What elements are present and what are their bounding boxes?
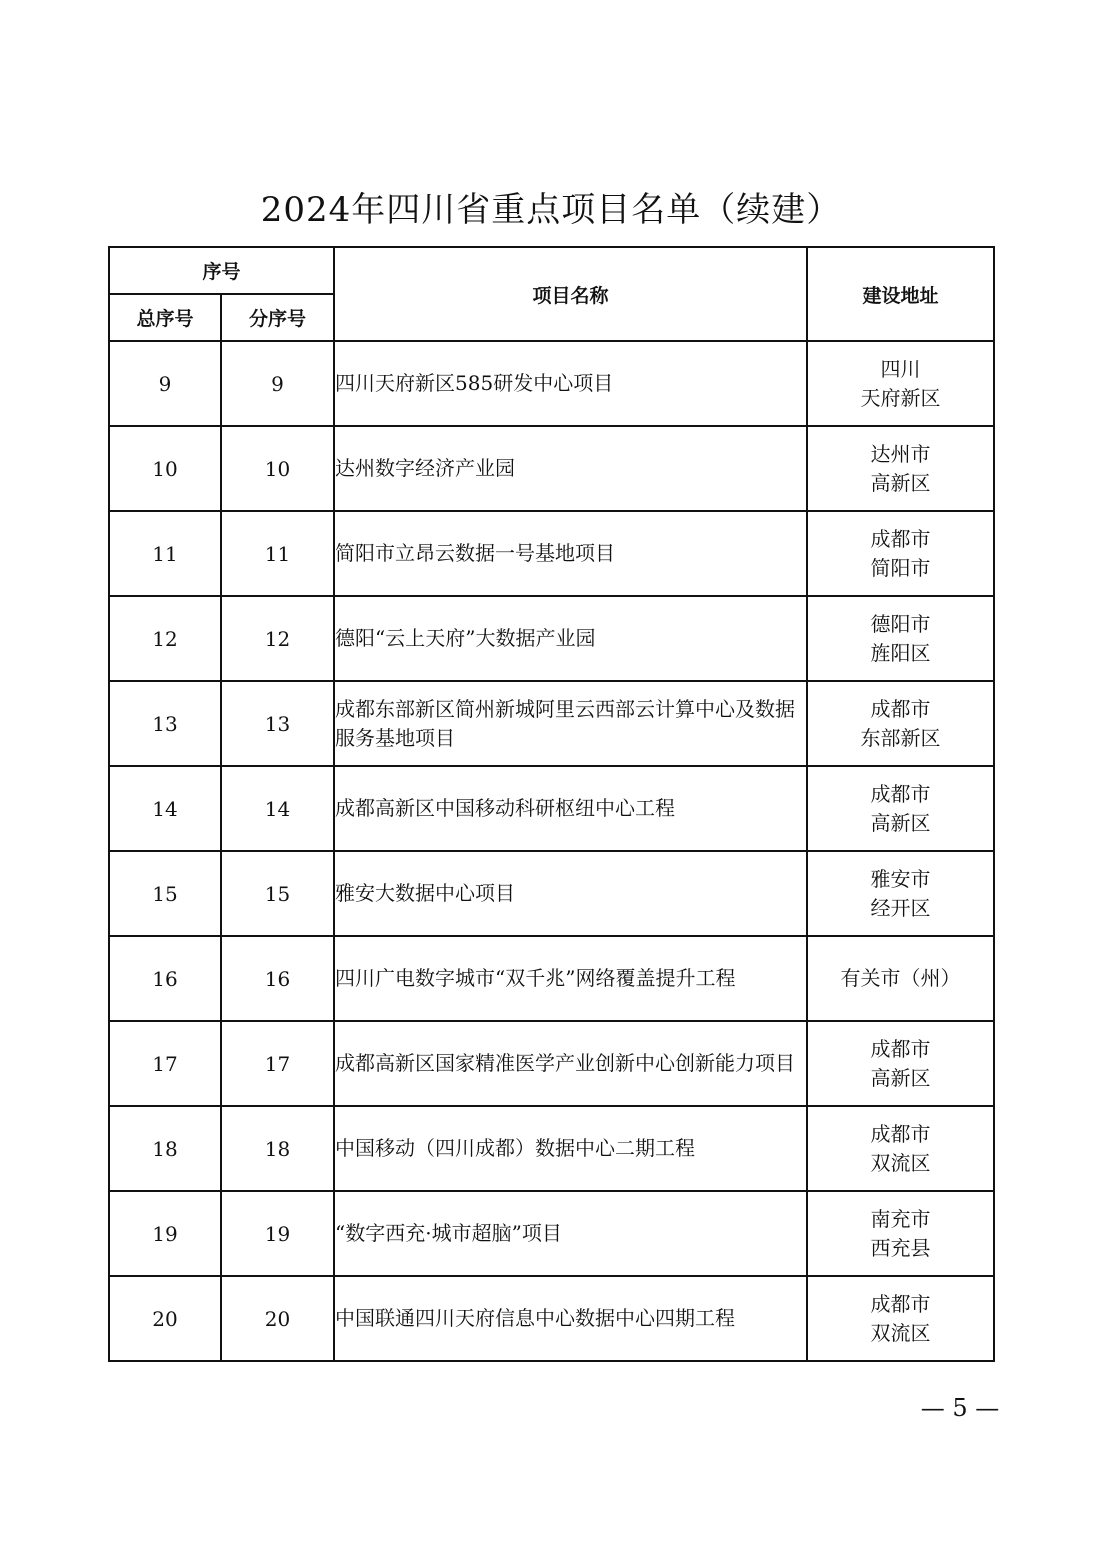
location-cell	[807, 1106, 994, 1191]
sub-seq-cell: 20	[221, 1276, 334, 1361]
location-line: 东部新区	[860, 725, 941, 750]
header-seq-group: 序号	[109, 247, 334, 294]
project-name-cell: 德阳“云上天府”大数据产业园	[334, 596, 807, 681]
page-number: — 5 —	[920, 1394, 1000, 1422]
location-line: 有关市（州）	[840, 966, 961, 990]
document-title: 2024年四川省重点项目名单（续建）	[260, 190, 842, 230]
projects-table	[108, 246, 995, 1362]
location-line: 高新区	[870, 470, 931, 495]
location-cell	[807, 851, 994, 936]
total-seq-cell: 17	[109, 1021, 221, 1106]
location-line: 达州市	[870, 441, 931, 466]
sub-seq-cell: 18	[221, 1106, 334, 1191]
location-line: 成都市	[870, 781, 931, 806]
total-seq-cell: 16	[109, 936, 221, 1021]
location-line: 成都市	[870, 526, 931, 551]
location-cell	[807, 596, 994, 681]
location-cell	[807, 511, 994, 596]
location-line: 成都市	[870, 1036, 931, 1061]
table-row	[109, 511, 994, 596]
project-name-cell: 四川广电数字城市“双千兆”网络覆盖提升工程	[334, 936, 807, 1021]
header-location: 建设地址	[807, 247, 994, 341]
sub-seq-cell: 16	[221, 936, 334, 1021]
location-line: 雅安市	[870, 866, 931, 891]
sub-seq-cell: 19	[221, 1191, 334, 1276]
location-cell	[807, 1021, 994, 1106]
location-line: 成都市	[870, 696, 931, 721]
total-seq-cell: 15	[109, 851, 221, 936]
project-name-cell: 雅安大数据中心项目	[334, 851, 807, 936]
location-line: 高新区	[870, 810, 931, 835]
table-row	[109, 1276, 994, 1361]
table-row	[109, 341, 994, 426]
sub-seq-cell: 13	[221, 681, 334, 766]
sub-seq-cell: 11	[221, 511, 334, 596]
sub-seq-cell: 15	[221, 851, 334, 936]
location-cell	[807, 1191, 994, 1276]
location-line: 经开区	[870, 895, 931, 920]
sub-seq-cell: 12	[221, 596, 334, 681]
location-line: 天府新区	[860, 385, 941, 410]
project-name-cell: 四川天府新区585研发中心项目	[334, 341, 807, 426]
location-line: 旌阳区	[870, 640, 931, 665]
table-row	[109, 1106, 994, 1191]
location-line: 南充市	[870, 1206, 931, 1231]
header-sub-seq: 分序号	[221, 294, 334, 341]
location-cell	[807, 341, 994, 426]
total-seq-cell: 13	[109, 681, 221, 766]
table-row	[109, 936, 994, 1021]
location-line: 成都市	[870, 1291, 931, 1316]
location-line: 双流区	[870, 1150, 931, 1175]
table-row	[109, 766, 994, 851]
table-row	[109, 1191, 994, 1276]
location-line: 成都市	[870, 1121, 931, 1146]
table-row	[109, 596, 994, 681]
location-cell	[807, 1276, 994, 1361]
total-seq-cell: 9	[109, 341, 221, 426]
sub-seq-cell: 14	[221, 766, 334, 851]
total-seq-cell: 14	[109, 766, 221, 851]
location-line: 双流区	[870, 1320, 931, 1345]
project-name-cell: 中国联通四川天府信息中心数据中心四期工程	[334, 1276, 807, 1361]
header-total-seq: 总序号	[109, 294, 221, 341]
table-row	[109, 851, 994, 936]
project-name-cell: 中国移动（四川成都）数据中心二期工程	[334, 1106, 807, 1191]
location-line: 简阳市	[870, 555, 931, 580]
location-cell	[807, 936, 994, 1021]
location-line: 高新区	[870, 1065, 931, 1090]
header-project-name: 项目名称	[334, 247, 807, 341]
location-cell	[807, 681, 994, 766]
table-row	[109, 681, 994, 766]
total-seq-cell: 12	[109, 596, 221, 681]
location-cell	[807, 426, 994, 511]
table-body	[109, 341, 994, 1361]
total-seq-cell: 10	[109, 426, 221, 511]
sub-seq-cell: 10	[221, 426, 334, 511]
table-row	[109, 426, 994, 511]
total-seq-cell: 11	[109, 511, 221, 596]
project-name-cell: 成都高新区国家精准医学产业创新中心创新能力项目	[334, 1021, 807, 1106]
location-line: 德阳市	[870, 611, 931, 636]
project-name-cell: 简阳市立昂云数据一号基地项目	[334, 511, 807, 596]
project-name-cell: 成都东部新区简州新城阿里云西部云计算中心及数据服务基地项目	[334, 681, 807, 766]
sub-seq-cell: 17	[221, 1021, 334, 1106]
project-name-cell: 达州数字经济产业园	[334, 426, 807, 511]
total-seq-cell: 18	[109, 1106, 221, 1191]
sub-seq-cell: 9	[221, 341, 334, 426]
table-row	[109, 1021, 994, 1106]
location-cell	[807, 766, 994, 851]
total-seq-cell: 20	[109, 1276, 221, 1361]
project-name-cell: “数字西充·城市超脑”项目	[334, 1191, 807, 1276]
location-line: 四川	[880, 356, 921, 381]
location-line: 西充县	[870, 1235, 931, 1260]
project-name-cell: 成都高新区中国移动科研枢纽中心工程	[334, 766, 807, 851]
total-seq-cell: 19	[109, 1191, 221, 1276]
